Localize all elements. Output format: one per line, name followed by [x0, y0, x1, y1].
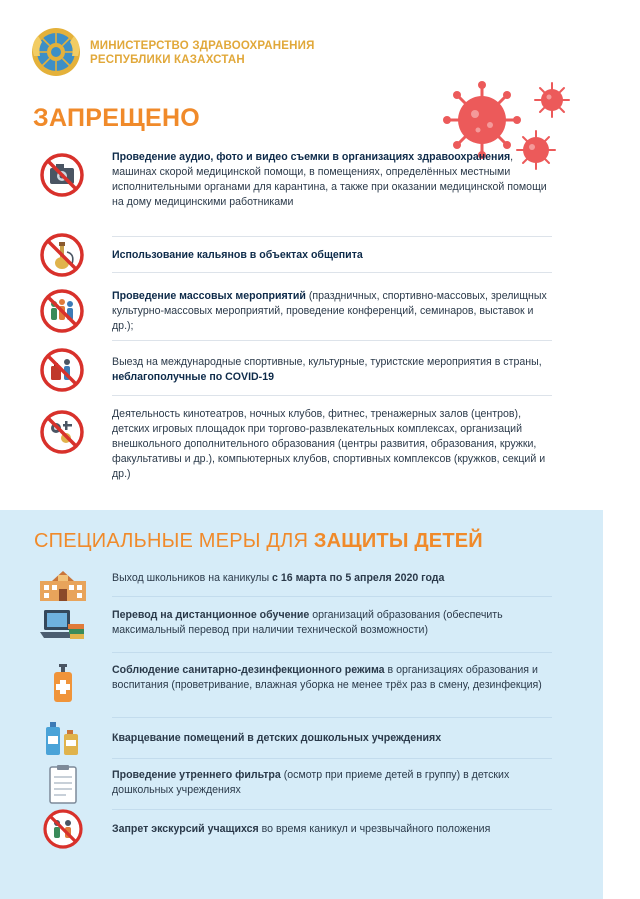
- ministry-line-1: МИНИСТЕРСТВО ЗДРАВООХРАНЕНИЯ: [90, 40, 315, 52]
- special-item-text: [112, 663, 552, 693]
- virus-small-icon: [535, 83, 569, 117]
- forbidden-item-text: [112, 248, 552, 263]
- special-title-normal: СПЕЦИАЛЬНЫЕ МЕРЫ ДЛЯ: [34, 530, 314, 552]
- special-item-bold: Проведение утреннего фильтра: [112, 769, 281, 781]
- no-hookah-icon: [39, 232, 85, 278]
- no-travel-icon: [39, 347, 85, 393]
- ministry-line-2: РЕСПУБЛИКИ КАЗАХСТАН: [90, 54, 245, 66]
- divider: [112, 809, 552, 810]
- forbidden-item-rest: Деятельность кинотеатров, ночных клубов, фитнес, тренажерных залов (центров), детских игровых площадок при торгово-развлекательных комплексах, организаций внешкольного дополнительного образования (центры развития, образования, кружки, факультативы и др.), компьютерных клубов, спортивных комплексов (кружков, секций и др.): [112, 408, 546, 480]
- no-camera-icon: [39, 152, 85, 198]
- divider: [112, 596, 552, 597]
- divider: [112, 236, 552, 237]
- special-measures-section: [0, 510, 603, 899]
- special-item-pre: Выход школьников на каникулы: [112, 572, 273, 584]
- special-item-rest: организаций образования (обеспечить максимальный перевод при наличии технической возможности): [112, 609, 503, 636]
- no-excursion-icon: [38, 808, 88, 850]
- forbidden-item-bold: Проведение массовых мероприятий: [112, 290, 306, 302]
- special-item-rest: во время каникул и чрезвычайного положения: [258, 823, 491, 835]
- forbidden-item-text: [112, 289, 552, 334]
- divider: [112, 758, 552, 759]
- special-item-bold: Запрет экскурсий учащихся: [112, 823, 259, 835]
- special-item-bold: Кварцевание помещений в детских дошкольных учреждениях: [112, 732, 442, 744]
- forbidden-title: ЗАПРЕЩЕНО: [33, 104, 201, 132]
- special-item-bold: с 16 марта по 5 апреля 2020 года: [272, 572, 445, 584]
- school-building-icon: [38, 563, 88, 605]
- sanitizer-bottle-icon: [38, 662, 88, 704]
- divider: [112, 340, 552, 341]
- special-item-text: [112, 768, 552, 798]
- special-measures-title: [34, 530, 483, 553]
- forbidden-item-text: [112, 150, 552, 210]
- header: [30, 26, 430, 86]
- special-item-bold: Соблюдение санитарно-дезинфекционного режима: [112, 664, 385, 676]
- special-item-text: [112, 822, 552, 837]
- forbidden-item-pre: Выезд на международные спортивные, культурные, туристские мероприятия в страны,: [112, 356, 542, 368]
- no-entertainment-icon: [39, 409, 85, 455]
- disinfectant-bottles-icon: [38, 718, 88, 760]
- special-item-text: [112, 608, 552, 638]
- forbidden-item-text: [112, 407, 552, 482]
- special-item-bold: Перевод на дистанционное обучение: [112, 609, 310, 621]
- divider: [112, 272, 552, 273]
- laptop-books-icon: [38, 604, 88, 646]
- virus-large-icon: [443, 81, 521, 159]
- special-title-bold: ЗАЩИТЫ ДЕТЕЙ: [313, 530, 483, 552]
- divider: [112, 717, 552, 718]
- forbidden-item-rest: (праздничных, спортивно-массовых, зрелищных культурно-массовых мероприятий, проведение конференций, семинаров, выставок и др.);: [112, 290, 547, 332]
- ministry-name: [90, 39, 315, 67]
- special-item-rest: в организациях образования и воспитания (проветривание, влажная уборка не менее трёх раз в смену, дезинфекция): [112, 664, 542, 691]
- special-item-text: [112, 731, 552, 746]
- divider: [112, 395, 552, 396]
- forbidden-item-rest: , машинах скорой медицинской помощи, в помещениях, определённых местными исполнительными органами для карантина, а также при оказании медицинской помощи на дому медицинскими работниками: [112, 151, 547, 208]
- clipboard-icon: [38, 764, 88, 806]
- forbidden-item-text: [112, 355, 552, 385]
- forbidden-item-bold: Использование кальянов в объектах общепита: [112, 249, 363, 261]
- special-item-text: [112, 571, 552, 586]
- special-item-rest: (осмотр при приеме детей в группу) в детских дошкольных учреждениях: [112, 769, 510, 796]
- forbidden-item-bold: неблагополучные по COVID-19: [112, 371, 274, 383]
- kazakhstan-emblem-icon: [30, 26, 82, 78]
- forbidden-item-bold: Проведение аудио, фото и видео съемки в организациях здравоохранения: [112, 151, 511, 163]
- divider: [112, 652, 552, 653]
- no-crowd-icon: [39, 288, 85, 334]
